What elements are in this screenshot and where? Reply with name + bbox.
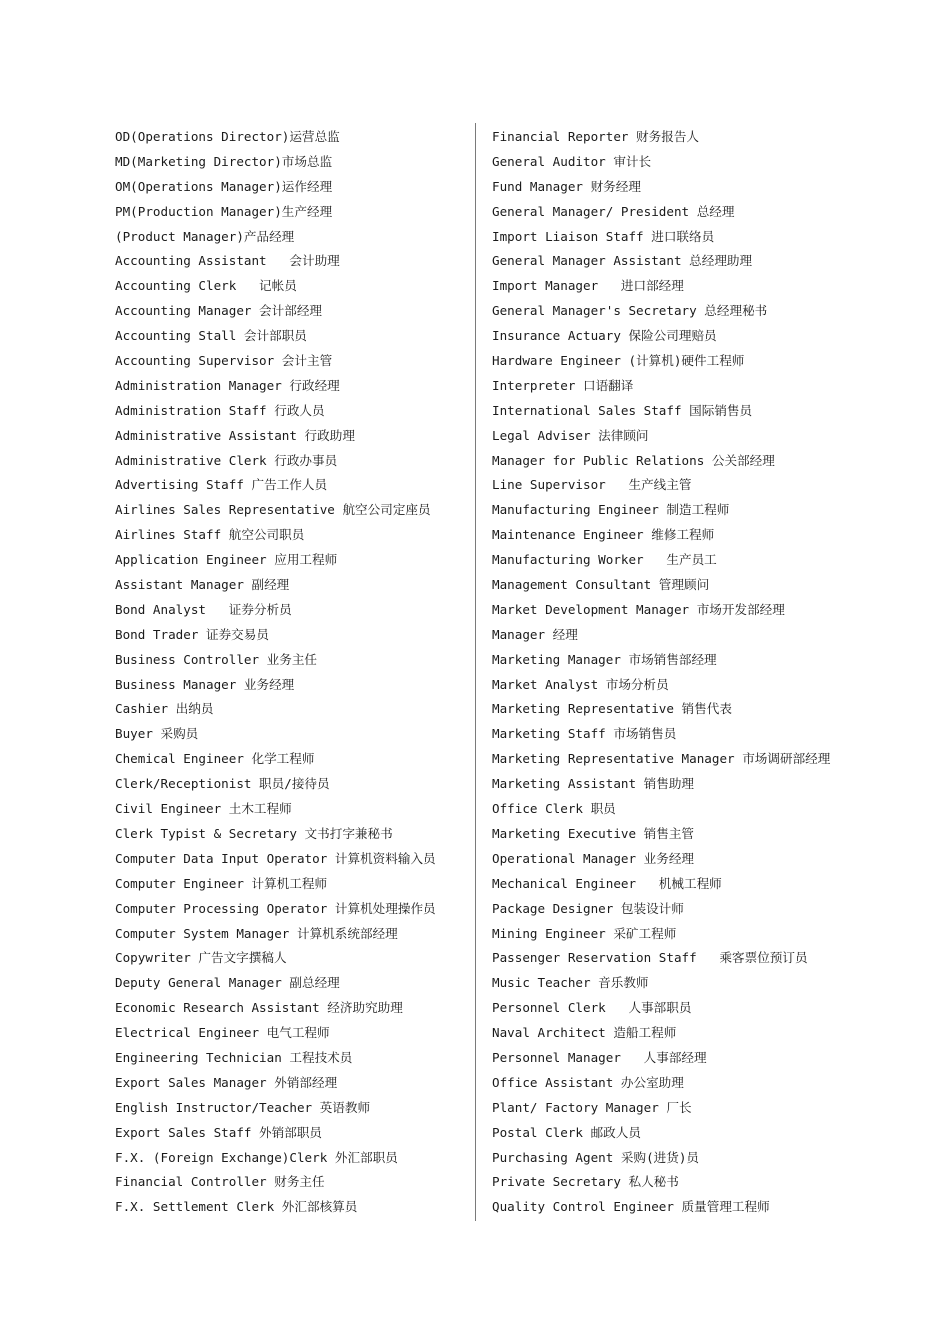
job-title-entry: F.X. Settlement Clerk 外汇部核算员 [115, 1199, 358, 1215]
job-title-entry: Cashier 出纳员 [115, 701, 214, 717]
job-title-entry: General Manager Assistant 总经理助理 [492, 253, 753, 269]
job-title-entry: Import Manager 进口部经理 [492, 278, 684, 294]
job-title-entry: Naval Architect 造船工程师 [492, 1025, 677, 1041]
job-title-entry: Civil Engineer 土木工程师 [115, 801, 292, 817]
job-title-entry: Accounting Stall 会计部职员 [115, 328, 307, 344]
job-title-entry: Management Consultant 管理顾问 [492, 577, 710, 593]
job-title-entry: Accounting Manager 会计部经理 [115, 303, 323, 319]
job-title-entry: Interpreter 口语翻译 [492, 377, 634, 393]
job-title-entry: Export Sales Manager 外销部经理 [115, 1074, 338, 1090]
job-title-entry: Buyer 采购员 [115, 726, 199, 742]
job-title-entry: Accounting Assistant 会计助理 [115, 253, 340, 269]
job-title-entry: Business Manager 业务经理 [115, 676, 295, 692]
job-title-entry: Personnel Clerk 人事部职员 [492, 1000, 692, 1016]
job-title-entry: Deputy General Manager 副总经理 [115, 975, 340, 991]
job-title-entry: Computer Engineer 计算机工程师 [115, 875, 328, 891]
job-title-entry: Electrical Engineer 电气工程师 [115, 1025, 330, 1041]
job-title-entry: Accounting Supervisor 会计主管 [115, 353, 333, 369]
job-title-entry: Private Secretary 私人秘书 [492, 1174, 679, 1190]
job-title-entry: Hardware Engineer (计算机)硬件工程师 [492, 353, 745, 369]
job-title-entry: Administrative Assistant 行政助理 [115, 427, 355, 443]
job-title-entry: Mining Engineer 采矿工程师 [492, 925, 677, 941]
right-column [492, 125, 932, 1220]
job-title-entry: Airlines Staff 航空公司职员 [115, 527, 305, 543]
job-title-entry: Administrative Clerk 行政办事员 [115, 452, 338, 468]
left-column [115, 125, 470, 1220]
job-title-entry: PM(Production Manager)生产经理 [115, 203, 333, 219]
job-title-entry: Marketing Manager 市场销售部经理 [492, 651, 717, 667]
job-title-entry: International Sales Staff 国际销售员 [492, 402, 753, 418]
job-title-entry: Fund Manager 财务经理 [492, 178, 641, 194]
job-title-entry: Clerk/Receptionist 职员/接待员 [115, 776, 330, 792]
job-title-entry: Legal Adviser 法律顾问 [492, 427, 649, 443]
job-title-entry: OD(Operations Director)运营总监 [115, 129, 340, 144]
job-title-entry: Engineering Technician 工程技术员 [115, 1049, 353, 1065]
job-title-entry: Airlines Sales Representative 航空公司定座员 [115, 502, 431, 518]
job-title-entry: Import Liaison Staff 进口联络员 [492, 228, 715, 244]
job-title-entry: Mechanical Engineer 机械工程师 [492, 875, 722, 891]
job-title-entry: Market Development Manager 市场开发部经理 [492, 601, 785, 617]
job-title-entry: English Instructor/Teacher 英语教师 [115, 1099, 371, 1115]
job-title-entry: Package Designer 包装设计师 [492, 900, 684, 916]
job-title-entry: Bond Analyst 证券分析员 [115, 601, 292, 617]
job-title-entry: Computer System Manager 计算机系统部经理 [115, 925, 398, 941]
job-title-entry: General Manager's Secretary 总经理秘书 [492, 303, 768, 319]
job-title-entry: Economic Research Assistant 经济助究助理 [115, 1000, 403, 1016]
job-title-entry: Postal Clerk 邮政人员 [492, 1124, 641, 1140]
job-title-entry: (Product Manager)产品经理 [115, 228, 295, 244]
job-title-entry: Office Assistant 办公室助理 [492, 1074, 684, 1090]
job-title-entry: Plant/ Factory Manager 厂长 [492, 1099, 692, 1115]
job-title-entry: Marketing Executive 销售主管 [492, 825, 695, 841]
job-title-entry: OM(Operations Manager)运作经理 [115, 178, 333, 194]
job-title-entry: Purchasing Agent 采购(进货)员 [492, 1149, 700, 1165]
job-title-entry: Administration Staff 行政人员 [115, 402, 325, 418]
job-title-entry: General Auditor 审计长 [492, 153, 652, 169]
job-title-entry: Marketing Assistant 销售助理 [492, 776, 695, 792]
job-title-entry: Copywriter 广告文字撰稿人 [115, 950, 287, 966]
job-title-entry: Application Engineer 应用工程师 [115, 552, 338, 568]
job-title-entry: Advertising Staff 广告工作人员 [115, 477, 328, 493]
job-title-entry: Manager for Public Relations 公关部经理 [492, 452, 775, 468]
job-title-entry: Personnel Manager 人事部经理 [492, 1049, 707, 1065]
job-title-entry: Manufacturing Engineer 制造工程师 [492, 502, 730, 518]
column-divider [475, 123, 476, 1221]
job-title-entry: Quality Control Engineer 质量管理工程师 [492, 1199, 770, 1215]
job-title-entry: Manufacturing Worker 生产员工 [492, 552, 717, 568]
job-title-entry: F.X. (Foreign Exchange)Clerk 外汇部职员 [115, 1149, 398, 1165]
job-title-entry: Maintenance Engineer 维修工程师 [492, 527, 715, 543]
job-title-entry: General Manager/ President 总经理 [492, 203, 735, 219]
job-title-entry: Financial Reporter 财务报告人 [492, 129, 700, 144]
job-title-entry: Marketing Representative Manager 市场调研部经理 [492, 751, 831, 767]
job-title-entry: Passenger Reservation Staff 乘客票位预订员 [492, 950, 808, 966]
job-title-entry: Office Clerk 职员 [492, 801, 616, 817]
job-title-entry: Line Supervisor 生产线主管 [492, 477, 692, 493]
job-title-entry: Clerk Typist & Secretary 文书打字兼秘书 [115, 825, 393, 841]
job-title-entry: Manager 经理 [492, 626, 578, 642]
job-title-entry: Accounting Clerk 记帐员 [115, 278, 297, 294]
job-title-entry: Export Sales Staff 外销部职员 [115, 1124, 323, 1140]
job-title-entry: Insurance Actuary 保险公司理赔员 [492, 328, 717, 344]
job-title-entry: Computer Data Input Operator 计算机资料输入员 [115, 850, 436, 866]
job-title-entry: Chemical Engineer 化学工程师 [115, 751, 315, 767]
job-title-entry: Business Controller 业务主任 [115, 651, 318, 667]
job-title-entry: Assistant Manager 副经理 [115, 577, 290, 593]
job-title-entry: Music Teacher 音乐教师 [492, 975, 649, 991]
job-title-entry: Operational Manager 业务经理 [492, 850, 695, 866]
job-title-entry: Marketing Staff 市场销售员 [492, 726, 677, 742]
job-title-entry: MD(Marketing Director)市场总监 [115, 153, 333, 169]
job-title-entry: Computer Processing Operator 计算机处理操作员 [115, 900, 436, 916]
job-title-entry: Administration Manager 行政经理 [115, 377, 340, 393]
job-title-entry: Market Analyst 市场分析员 [492, 676, 669, 692]
job-title-entry: Marketing Representative 销售代表 [492, 701, 732, 717]
job-title-entry: Bond Trader 证券交易员 [115, 626, 269, 642]
job-title-entry: Financial Controller 财务主任 [115, 1174, 325, 1190]
